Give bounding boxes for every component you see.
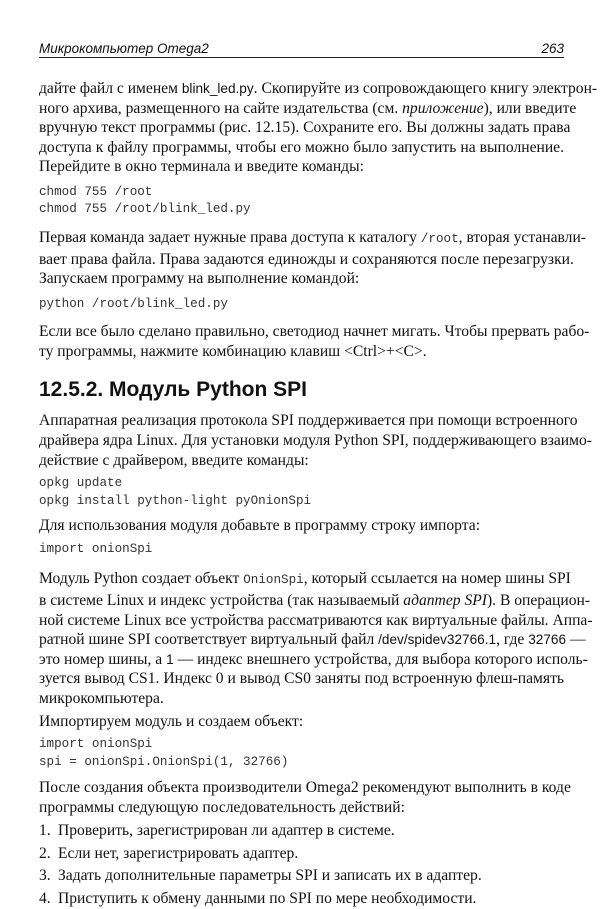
list-number: 1.	[39, 822, 51, 840]
text: дайте файл с именем	[39, 80, 182, 97]
text-line: вает права файла. Права задаются единожды и сохраняются после перезагрузки.	[39, 250, 574, 268]
paragraph-2	[39, 228, 586, 289]
text-line: Импортируем модуль и создаем объект:	[39, 713, 304, 731]
text-line: Запускаем программу на выполнение командой:	[39, 270, 360, 288]
text: , где	[496, 631, 529, 649]
list-item	[39, 889, 564, 909]
text-line: вручную текст программы (рис. 12.15). Сохраните его. Вы должны задать права	[39, 119, 571, 137]
text: Первая команда задает нужные права доступа к каталогу	[39, 228, 421, 246]
text-line: действие с драйвером, введите команды:	[39, 451, 309, 469]
text: Модуль Python создает объект	[39, 570, 244, 588]
text: ного архива, размещенного на сайте издательства (см.	[39, 99, 403, 117]
bus-number: 32766	[528, 632, 567, 648]
text-line: После создания объекта производители Omega2 рекомендуют выполнить в коде	[39, 779, 571, 797]
code-block-5	[39, 736, 564, 771]
list-number: 3.	[39, 867, 51, 885]
emphasis: адаптер SPI	[403, 591, 487, 609]
code-line: chmod 755 /root/blink_led.py	[39, 202, 251, 217]
text-line: Аппаратная реализация протокола SPI поддерживается при помощи встроенного	[39, 412, 578, 430]
page-number: 263	[541, 41, 564, 56]
code-line: python /root/blink_led.py	[39, 296, 228, 311]
filename: /dev/spidev32766.1	[378, 632, 497, 648]
code-line: opkg update	[39, 476, 123, 491]
numbered-list	[39, 821, 564, 908]
code-block-2	[39, 296, 564, 314]
paragraph-6	[39, 569, 593, 708]
text: . Скопируйте из сопровождающего книгу электрон-	[253, 80, 598, 97]
text: , который ссылается на номер шины SPI	[303, 570, 571, 588]
code-block-1	[39, 184, 564, 219]
text-line: Перейдите в окно терминала и введите команды:	[39, 158, 364, 176]
book-page	[39, 38, 598, 909]
paragraph-7	[39, 712, 564, 732]
text-line: Если все было сделано правильно, светодиод начнет мигать. Чтобы прервать рабо-	[39, 323, 590, 341]
text: — индекс внешнего устройства, для выбора которого исполь-	[173, 650, 588, 668]
emphasis: приложение	[402, 99, 484, 117]
list-text: Проверить, зарегистрирован ли адаптер в системе.	[58, 822, 395, 840]
code-block-3	[39, 475, 564, 510]
paragraph-1	[39, 79, 598, 177]
inline-code: OnionSpi	[243, 573, 304, 588]
list-number: 2.	[39, 844, 51, 862]
text: это номер шины, а	[39, 650, 167, 668]
list-item	[39, 821, 564, 841]
paragraph-4	[39, 411, 592, 470]
text: ратной шине SPI соответствует виртуальный файл	[39, 631, 379, 649]
filename: blink_led.py	[181, 81, 254, 96]
text-line: программы следующую последовательность действий:	[39, 798, 405, 816]
code-block-4	[39, 541, 564, 559]
text-line: доступа к файлу программы, чтобы его можно было запустить на выполнение.	[39, 138, 564, 156]
code-line: chmod 755 /root	[39, 184, 153, 199]
text: в системе Linux и индекс устройства (так называемый	[39, 591, 404, 609]
list-number: 4.	[39, 890, 51, 908]
text-line: Для использования модуля добавьте в программу строку импорта:	[39, 517, 481, 535]
list-item	[39, 866, 564, 886]
paragraph-5	[39, 516, 564, 536]
list-text: Задать дополнительные параметры SPI и записать их в адаптер.	[58, 867, 482, 885]
running-header	[39, 38, 564, 58]
paragraph-3	[39, 322, 590, 361]
running-title: Микрокомпьютер Omega2	[39, 41, 209, 56]
code-line: spi = onionSpi.OnionSpi(1, 32766)	[39, 754, 289, 769]
text: , вторая устанавли-	[458, 228, 586, 246]
text: —	[566, 631, 586, 649]
code-line: import onionSpi	[39, 737, 153, 752]
text: ), или введите	[483, 99, 577, 117]
text-line: драйвера ядра Linux. Для установки модуля Python SPI, поддерживающего взаимо-	[39, 432, 592, 450]
text-line: ной системе Linux все устройства рассматриваются как виртуальные файлы. Аппа-	[39, 611, 593, 629]
section-heading: 12.5.2. Модуль Python SPI	[39, 378, 308, 402]
inline-code: /root	[420, 231, 459, 246]
list-item	[39, 844, 564, 864]
list-text: Приступить к обмену данными по SPI по мере необходимости.	[58, 890, 477, 908]
text: ). В операцион-	[486, 591, 591, 609]
list-text: Если нет, зарегистрировать адаптер.	[58, 844, 299, 862]
paragraph-8	[39, 778, 571, 817]
device-index: 1	[166, 651, 174, 667]
text-line: зуется вывод CS1. Индекс 0 и вывод CS0 заняты под встроенную флеш-память	[39, 670, 564, 688]
text-line: микрокомпьютера.	[39, 689, 164, 707]
code-line: import onionSpi	[39, 541, 153, 556]
code-line: opkg install python-light pyOnionSpi	[39, 493, 312, 508]
text-line: ту программы, нажмите комбинацию клавиш <Ctrl>+<C>.	[39, 342, 427, 360]
